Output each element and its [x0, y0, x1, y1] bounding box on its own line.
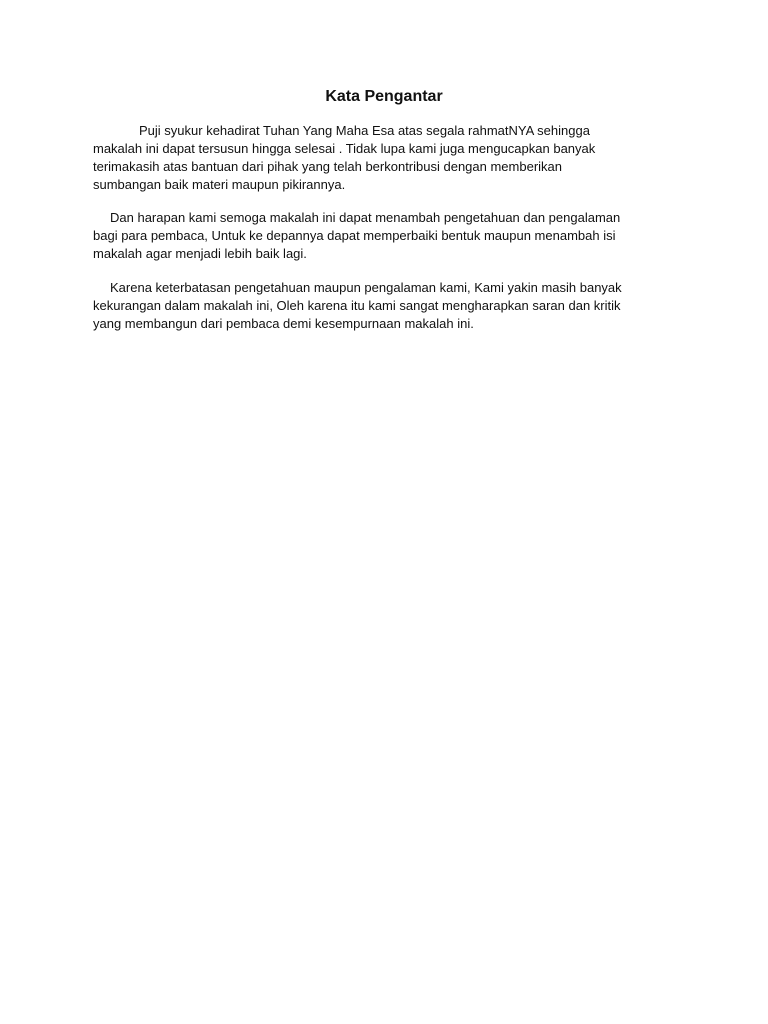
paragraph-line: terimakasih atas bantuan dari pihak yang telah berkontribusi dengan memberikan: [93, 159, 563, 174]
paragraph-line: yang membangun dari pembaca demi kesempurnaan makalah ini.: [93, 316, 474, 331]
paragraph-line: makalah ini dapat tersusun hingga selesai . Tidak lupa kami juga mengucapkan banyak: [93, 141, 596, 156]
paragraph-3: [93, 279, 683, 333]
paragraph-line: bagi para pembaca, Untuk ke depannya dapat memperbaiki bentuk maupun menambah isi: [93, 228, 616, 243]
page-title: Kata Pengantar: [325, 88, 443, 105]
paragraph-line: Dan harapan kami semoga makalah ini dapat menambah pengetahuan dan pengalaman: [110, 210, 621, 225]
paragraph-line: Puji syukur kehadirat Tuhan Yang Maha Esa atas segala rahmatNYA sehingga: [139, 123, 590, 138]
paragraph-line: kekurangan dalam makalah ini, Oleh karena itu kami sangat mengharapkan saran dan kritik: [93, 298, 621, 313]
paragraph-line: sumbangan baik materi maupun pikirannya.: [93, 177, 346, 192]
paragraph-line: Karena keterbatasan pengetahuan maupun pengalaman kami, Kami yakin masih banyak: [110, 280, 622, 295]
paragraph-line: makalah agar menjadi lebih baik lagi.: [93, 246, 307, 261]
paragraph-2: [93, 209, 683, 263]
paragraph-1: [93, 122, 683, 194]
